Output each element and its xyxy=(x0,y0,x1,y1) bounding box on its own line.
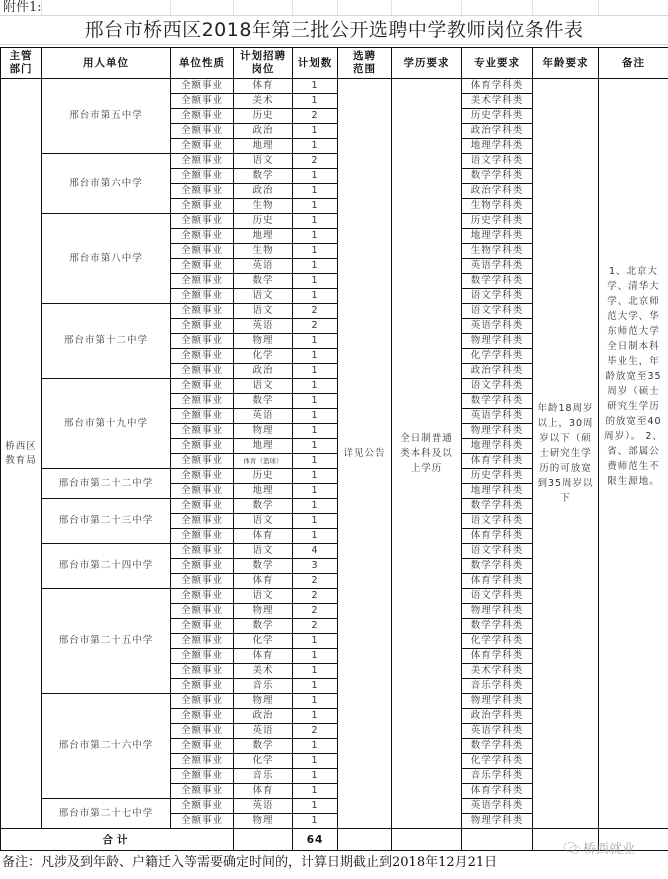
plan-count: 1 xyxy=(293,739,338,754)
unit-type: 全额事业 xyxy=(171,769,234,784)
position: 语文 xyxy=(234,379,293,394)
position: 语文 xyxy=(234,154,293,169)
plan-count: 1 xyxy=(293,529,338,544)
unit-type: 全额事业 xyxy=(171,274,234,289)
position: 政治 xyxy=(234,184,293,199)
unit-type: 全额事业 xyxy=(171,484,234,499)
position: 政治 xyxy=(234,364,293,379)
plan-count: 1 xyxy=(293,139,338,154)
major: 英语学科类 xyxy=(462,319,533,334)
unit-type: 全额事业 xyxy=(171,379,234,394)
unit-type: 全额事业 xyxy=(171,589,234,604)
header-remark: 备注 xyxy=(599,48,668,79)
major: 英语学科类 xyxy=(462,724,533,739)
unit-type: 全额事业 xyxy=(171,394,234,409)
table-row xyxy=(1,79,668,94)
position: 音乐 xyxy=(234,679,293,694)
major: 物理学科类 xyxy=(462,424,533,439)
position: 语文 xyxy=(234,589,293,604)
unit-type: 全额事业 xyxy=(171,529,234,544)
plan-count: 1 xyxy=(293,514,338,529)
position: 体育 xyxy=(234,649,293,664)
total-value: 64 xyxy=(293,829,338,851)
grid-line xyxy=(292,0,293,15)
plan-count: 1 xyxy=(293,679,338,694)
header-scope: 选聘范围 xyxy=(338,48,392,79)
plan-count: 1 xyxy=(293,349,338,364)
grid-line xyxy=(233,0,234,15)
plan-count: 2 xyxy=(293,304,338,319)
unit-type: 全额事业 xyxy=(171,724,234,739)
major: 地理学科类 xyxy=(462,484,533,499)
unit-type: 全额事业 xyxy=(171,289,234,304)
plan-count: 1 xyxy=(293,754,338,769)
major: 音乐学科类 xyxy=(462,679,533,694)
position: 体育 xyxy=(234,574,293,589)
major: 物理学科类 xyxy=(462,604,533,619)
unit-type: 全额事业 xyxy=(171,784,234,799)
plan-count: 1 xyxy=(293,334,338,349)
unit-type: 全额事业 xyxy=(171,424,234,439)
plan-count: 1 xyxy=(293,634,338,649)
unit-type: 全额事业 xyxy=(171,649,234,664)
unit-type: 全额事业 xyxy=(171,499,234,514)
unit-type: 全额事业 xyxy=(171,334,234,349)
plan-count: 2 xyxy=(293,619,338,634)
unit-type: 全额事业 xyxy=(171,754,234,769)
unit-type: 全额事业 xyxy=(171,469,234,484)
watermark-text: 桥西就业 xyxy=(583,842,636,857)
position: 生物 xyxy=(234,199,293,214)
major: 美术学科类 xyxy=(462,94,533,109)
plan-count: 1 xyxy=(293,769,338,784)
major: 物理学科类 xyxy=(462,814,533,829)
major: 语文学科类 xyxy=(462,589,533,604)
unit-type: 全额事业 xyxy=(171,259,234,274)
plan-count: 1 xyxy=(293,499,338,514)
grid-line xyxy=(170,0,171,15)
plan-count: 1 xyxy=(293,214,338,229)
plan-count: 1 xyxy=(293,649,338,664)
major: 语文学科类 xyxy=(462,304,533,319)
plan-count: 1 xyxy=(293,289,338,304)
plan-count: 1 xyxy=(293,394,338,409)
position: 地理 xyxy=(234,439,293,454)
unit-type: 全额事业 xyxy=(171,214,234,229)
unit-type: 全额事业 xyxy=(171,109,234,124)
unit-type: 全额事业 xyxy=(171,574,234,589)
unit-type: 全额事业 xyxy=(171,679,234,694)
unit-type: 全额事业 xyxy=(171,169,234,184)
major: 语文学科类 xyxy=(462,544,533,559)
position: 美术 xyxy=(234,94,293,109)
unit-type: 全额事业 xyxy=(171,739,234,754)
major: 数学学科类 xyxy=(462,739,533,754)
unit-type: 全额事业 xyxy=(171,799,234,814)
unit-type: 全额事业 xyxy=(171,154,234,169)
unit-type: 全额事业 xyxy=(171,814,234,829)
plan-count: 1 xyxy=(293,469,338,484)
major: 地理学科类 xyxy=(462,439,533,454)
plan-count: 2 xyxy=(293,589,338,604)
unit-type: 全额事业 xyxy=(171,79,234,94)
major: 历史学科类 xyxy=(462,214,533,229)
plan-count: 1 xyxy=(293,799,338,814)
major: 物理学科类 xyxy=(462,694,533,709)
plan-count: 1 xyxy=(293,94,338,109)
major: 历史学科类 xyxy=(462,469,533,484)
school-name: 邢台市第十二中学 xyxy=(42,304,171,379)
remark-cell xyxy=(599,79,668,829)
major: 生物学科类 xyxy=(462,199,533,214)
header-count: 计划数 xyxy=(293,48,338,79)
dept-cell: 桥西区教育局 xyxy=(1,79,42,829)
education-cell: 全日制普通类本科及以上学历 xyxy=(392,79,462,829)
position: 数学 xyxy=(234,499,293,514)
position: 数学 xyxy=(234,394,293,409)
plan-count: 1 xyxy=(293,364,338,379)
plan-count: 1 xyxy=(293,784,338,799)
unit-type: 全额事业 xyxy=(171,304,234,319)
plan-count: 4 xyxy=(293,544,338,559)
major: 化学学科类 xyxy=(462,349,533,364)
grid-line xyxy=(391,0,392,15)
position: 语文 xyxy=(234,514,293,529)
position: 历史 xyxy=(234,109,293,124)
plan-count: 1 xyxy=(293,169,338,184)
position: 历史 xyxy=(234,214,293,229)
plan-count: 1 xyxy=(293,259,338,274)
major: 英语学科类 xyxy=(462,799,533,814)
grid-line xyxy=(461,0,462,15)
major: 英语学科类 xyxy=(462,259,533,274)
position: 地理 xyxy=(234,139,293,154)
major: 体育学科类 xyxy=(462,529,533,544)
total-empty xyxy=(462,829,533,851)
position: 物理 xyxy=(234,694,293,709)
unit-type: 全额事业 xyxy=(171,364,234,379)
unit-type: 全额事业 xyxy=(171,94,234,109)
position: 化学 xyxy=(234,754,293,769)
plan-count: 1 xyxy=(293,199,338,214)
plan-count: 2 xyxy=(293,154,338,169)
major: 数学学科类 xyxy=(462,499,533,514)
major: 数学学科类 xyxy=(462,619,533,634)
total-label: 合计 xyxy=(1,829,234,851)
school-name: 邢台市第二十五中学 xyxy=(42,589,171,694)
major: 语文学科类 xyxy=(462,514,533,529)
position: 物理 xyxy=(234,814,293,829)
school-name: 邢台市第六中学 xyxy=(42,154,171,214)
school-name: 邢台市第二十七中学 xyxy=(42,799,171,829)
grid-line xyxy=(598,0,599,15)
grid-line xyxy=(532,0,533,15)
plan-count: 1 xyxy=(293,439,338,454)
unit-type: 全额事业 xyxy=(171,544,234,559)
total-empty xyxy=(234,829,293,851)
unit-type: 全额事业 xyxy=(171,664,234,679)
position: 语文 xyxy=(234,544,293,559)
unit-type: 全额事业 xyxy=(171,319,234,334)
position: 英语 xyxy=(234,409,293,424)
major: 地理学科类 xyxy=(462,139,533,154)
header-position: 计划招聘岗位 xyxy=(234,48,293,79)
position: 体育 xyxy=(234,784,293,799)
unit-type: 全额事业 xyxy=(171,709,234,724)
header-dept: 主管部门 xyxy=(1,48,42,79)
plan-count: 1 xyxy=(293,124,338,139)
total-empty xyxy=(392,829,462,851)
unit-type: 全额事业 xyxy=(171,454,234,469)
major: 政治学科类 xyxy=(462,184,533,199)
plan-count: 2 xyxy=(293,574,338,589)
unit-type: 全额事业 xyxy=(171,184,234,199)
major: 体育学科类 xyxy=(462,454,533,469)
major: 化学学科类 xyxy=(462,634,533,649)
school-name: 邢台市第二十六中学 xyxy=(42,694,171,799)
major: 语文学科类 xyxy=(462,379,533,394)
major: 政治学科类 xyxy=(462,124,533,139)
position: 体育（篮球） xyxy=(234,454,293,469)
position: 英语 xyxy=(234,799,293,814)
school-name: 邢台市第五中学 xyxy=(42,79,171,154)
major: 语文学科类 xyxy=(462,289,533,304)
position: 化学 xyxy=(234,349,293,364)
major: 美术学科类 xyxy=(462,664,533,679)
position: 英语 xyxy=(234,319,293,334)
attachment-label: 附件1: xyxy=(3,0,42,15)
position: 数学 xyxy=(234,559,293,574)
total-empty xyxy=(338,829,392,851)
plan-count: 3 xyxy=(293,559,338,574)
plan-count: 1 xyxy=(293,664,338,679)
major: 体育学科类 xyxy=(462,784,533,799)
header-age: 年龄要求 xyxy=(533,48,599,79)
position: 物理 xyxy=(234,334,293,349)
unit-type: 全额事业 xyxy=(171,439,234,454)
table-body xyxy=(1,79,668,851)
unit-type: 全额事业 xyxy=(171,124,234,139)
positions-table xyxy=(0,47,668,851)
plan-count: 1 xyxy=(293,454,338,469)
school-name: 邢台市第八中学 xyxy=(42,214,171,304)
unit-type: 全额事业 xyxy=(171,229,234,244)
school-name: 邢台市第十九中学 xyxy=(42,379,171,469)
unit-type: 全额事业 xyxy=(171,349,234,364)
watermark xyxy=(563,838,635,857)
unit-type: 全额事业 xyxy=(171,199,234,214)
position: 化学 xyxy=(234,634,293,649)
major: 生物学科类 xyxy=(462,244,533,259)
major: 数学学科类 xyxy=(462,394,533,409)
unit-type: 全额事业 xyxy=(171,604,234,619)
remark-text: 1、北京大学、清华大学、北京师范大学、华东师范大学全日制本科毕业生，年龄放宽至35周岁（硕士研究生学历的放宽至40周岁）。 2、省、部属公费师范生不限生源地。 xyxy=(604,266,663,487)
position: 数学 xyxy=(234,739,293,754)
major: 语文学科类 xyxy=(462,154,533,169)
footnote: 备注：凡涉及到年龄、户籍迁入等需要确定时间的，计算日期截止到2018年12月21日 xyxy=(2,855,498,870)
plan-count: 2 xyxy=(293,109,338,124)
position: 数学 xyxy=(234,274,293,289)
major: 地理学科类 xyxy=(462,229,533,244)
plan-count: 1 xyxy=(293,274,338,289)
unit-type: 全额事业 xyxy=(171,139,234,154)
position: 物理 xyxy=(234,424,293,439)
plan-count: 2 xyxy=(293,319,338,334)
unit-type: 全额事业 xyxy=(171,514,234,529)
position: 英语 xyxy=(234,724,293,739)
plan-count: 1 xyxy=(293,814,338,829)
unit-type: 全额事业 xyxy=(171,619,234,634)
school-name: 邢台市第二十四中学 xyxy=(42,544,171,589)
plan-count: 1 xyxy=(293,484,338,499)
major: 英语学科类 xyxy=(462,409,533,424)
major: 数学学科类 xyxy=(462,274,533,289)
plan-count: 1 xyxy=(293,709,338,724)
major: 数学学科类 xyxy=(462,559,533,574)
position: 美术 xyxy=(234,664,293,679)
scope-cell: 详见公告 xyxy=(338,79,392,829)
plan-count: 1 xyxy=(293,244,338,259)
position: 音乐 xyxy=(234,769,293,784)
position: 语文 xyxy=(234,289,293,304)
position: 生物 xyxy=(234,244,293,259)
plan-count: 1 xyxy=(293,379,338,394)
position: 语文 xyxy=(234,304,293,319)
unit-type: 全额事业 xyxy=(171,559,234,574)
major: 体育学科类 xyxy=(462,649,533,664)
position: 地理 xyxy=(234,229,293,244)
position: 政治 xyxy=(234,709,293,724)
unit-type: 全额事业 xyxy=(171,409,234,424)
document-title: 邢台市桥西区2018年第三批公开选聘中学教师岗位条件表 xyxy=(84,19,584,41)
unit-type: 全额事业 xyxy=(171,634,234,649)
position: 地理 xyxy=(234,484,293,499)
position: 数学 xyxy=(234,169,293,184)
header-education: 学历要求 xyxy=(392,48,462,79)
major: 化学学科类 xyxy=(462,754,533,769)
unit-type: 全额事业 xyxy=(171,694,234,709)
header-row xyxy=(1,48,668,79)
plan-count: 2 xyxy=(293,604,338,619)
position: 体育 xyxy=(234,79,293,94)
major: 政治学科类 xyxy=(462,364,533,379)
age-cell: 年龄18周岁以上，30周岁以下（硕士研究生学历的可放宽到35周岁以下 xyxy=(533,79,599,829)
major: 政治学科类 xyxy=(462,709,533,724)
school-name: 邢台市第二十二中学 xyxy=(42,469,171,499)
plan-count: 1 xyxy=(293,229,338,244)
school-name: 邢台市第二十三中学 xyxy=(42,499,171,544)
major: 体育学科类 xyxy=(462,574,533,589)
unit-type: 全额事业 xyxy=(171,244,234,259)
position: 数学 xyxy=(234,619,293,634)
plan-count: 1 xyxy=(293,184,338,199)
major: 体育学科类 xyxy=(462,79,533,94)
position: 英语 xyxy=(234,259,293,274)
plan-count: 1 xyxy=(293,694,338,709)
major: 历史学科类 xyxy=(462,109,533,124)
header-unit: 用人单位 xyxy=(42,48,171,79)
wechat-icon xyxy=(563,841,581,855)
plan-count: 2 xyxy=(293,724,338,739)
header-major: 专业要求 xyxy=(462,48,533,79)
position: 历史 xyxy=(234,469,293,484)
major: 数学学科类 xyxy=(462,169,533,184)
position: 政治 xyxy=(234,124,293,139)
major: 物理学科类 xyxy=(462,334,533,349)
plan-count: 1 xyxy=(293,79,338,94)
major: 音乐学科类 xyxy=(462,769,533,784)
plan-count: 1 xyxy=(293,424,338,439)
plan-count: 1 xyxy=(293,409,338,424)
position: 体育 xyxy=(234,529,293,544)
header-unit-type: 单位性质 xyxy=(171,48,234,79)
position: 物理 xyxy=(234,604,293,619)
grid-line xyxy=(337,0,338,15)
